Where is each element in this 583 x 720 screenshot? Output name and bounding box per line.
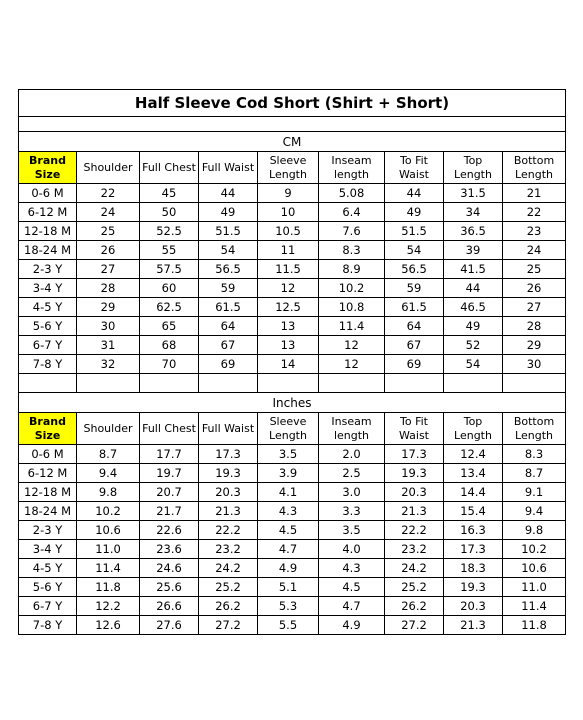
measure-cell: 17.3 [199,445,258,464]
measure-cell: 21 [503,184,566,203]
blank-cell [140,374,199,393]
measure-cell: 51.5 [385,222,444,241]
measure-cell: 59 [199,279,258,298]
measure-cell: 50 [140,203,199,222]
size-cell: 3-4 Y [19,540,77,559]
measure-cell: 54 [444,355,503,374]
size-chart-table [18,89,566,635]
column-header: Top Length [444,413,503,445]
measure-cell: 62.5 [140,298,199,317]
measure-cell: 67 [385,336,444,355]
measure-cell: 10.2 [77,502,140,521]
measure-cell: 9 [258,184,319,203]
measure-cell: 36.5 [444,222,503,241]
column-header: Shoulder [77,152,140,184]
column-header: To Fit Waist [385,152,444,184]
measure-cell: 11.4 [319,317,385,336]
measure-cell: 11.4 [503,597,566,616]
measure-cell: 23 [503,222,566,241]
measure-cell: 20.3 [385,483,444,502]
table-row [19,540,566,559]
column-header: Sleeve Length [258,152,319,184]
blank-cell [503,374,566,393]
measure-cell: 14.4 [444,483,503,502]
table-row [19,279,566,298]
measure-cell: 24.6 [140,559,199,578]
measure-cell: 27.2 [385,616,444,635]
column-header: Sleeve Length [258,413,319,445]
measure-cell: 24 [503,241,566,260]
size-cell: 6-7 Y [19,336,77,355]
measure-cell: 10.6 [77,521,140,540]
measure-cell: 12 [258,279,319,298]
measure-cell: 10.2 [503,540,566,559]
column-header: Brand Size [19,413,77,445]
measure-cell: 26.2 [385,597,444,616]
column-header: Inseam length [319,413,385,445]
measure-cell: 51.5 [199,222,258,241]
measure-cell: 22.2 [199,521,258,540]
measure-cell: 22.6 [140,521,199,540]
blank-cell [319,374,385,393]
blank-cell [77,374,140,393]
measure-cell: 3.5 [319,521,385,540]
table-row [19,483,566,502]
size-cell: 3-4 Y [19,279,77,298]
measure-cell: 8.7 [503,464,566,483]
measure-cell: 59 [385,279,444,298]
measure-cell: 17.3 [444,540,503,559]
measure-cell: 49 [444,317,503,336]
measure-cell: 41.5 [444,260,503,279]
size-chart-body [19,90,566,635]
measure-cell: 23.2 [385,540,444,559]
column-header: Full Waist [199,413,258,445]
measure-cell: 64 [199,317,258,336]
measure-cell: 21.3 [385,502,444,521]
measure-cell: 8.9 [319,260,385,279]
measure-cell: 3.5 [258,445,319,464]
measure-cell: 55 [140,241,199,260]
blank-cell [258,374,319,393]
measure-cell: 26.2 [199,597,258,616]
measure-cell: 32 [77,355,140,374]
size-cell: 4-5 Y [19,559,77,578]
measure-cell: 27 [77,260,140,279]
measure-cell: 2.5 [319,464,385,483]
measure-cell: 12 [319,336,385,355]
measure-cell: 69 [385,355,444,374]
measure-cell: 3.3 [319,502,385,521]
measure-cell: 9.4 [503,502,566,521]
measure-cell: 12.5 [258,298,319,317]
measure-cell: 39 [444,241,503,260]
table-row [19,317,566,336]
table-row [19,445,566,464]
measure-cell: 27 [503,298,566,317]
measure-cell: 28 [503,317,566,336]
table-row [19,203,566,222]
measure-cell: 49 [385,203,444,222]
table-row [19,597,566,616]
blank-row [19,374,566,393]
measure-cell: 11.5 [258,260,319,279]
size-cell: 5-6 Y [19,578,77,597]
size-cell: 7-8 Y [19,355,77,374]
blank-cell [385,374,444,393]
table-row [19,222,566,241]
size-cell: 12-18 M [19,222,77,241]
size-cell: 18-24 M [19,502,77,521]
measure-cell: 65 [140,317,199,336]
column-header: Bottom Length [503,413,566,445]
measure-cell: 24.2 [199,559,258,578]
measure-cell: 4.5 [258,521,319,540]
size-cell: 18-24 M [19,241,77,260]
measure-cell: 5.08 [319,184,385,203]
size-cell: 6-12 M [19,203,77,222]
measure-cell: 4.7 [319,597,385,616]
measure-cell: 20.3 [199,483,258,502]
measure-cell: 13 [258,317,319,336]
table-row [19,616,566,635]
measure-cell: 30 [77,317,140,336]
measure-cell: 2.0 [319,445,385,464]
measure-cell: 19.3 [199,464,258,483]
header-row [19,152,566,184]
measure-cell: 15.4 [444,502,503,521]
measure-cell: 22 [503,203,566,222]
measure-cell: 68 [140,336,199,355]
measure-cell: 19.7 [140,464,199,483]
measure-cell: 61.5 [199,298,258,317]
measure-cell: 28 [77,279,140,298]
measure-cell: 22 [77,184,140,203]
measure-cell: 52 [444,336,503,355]
column-header: Shoulder [77,413,140,445]
unit-label: CM [19,132,566,152]
measure-cell: 11.0 [77,540,140,559]
measure-cell: 10.2 [319,279,385,298]
blank-cell [199,374,258,393]
column-header: Brand Size [19,152,77,184]
measure-cell: 49 [199,203,258,222]
measure-cell: 25.2 [385,578,444,597]
measure-cell: 14 [258,355,319,374]
table-row [19,298,566,317]
measure-cell: 46.5 [444,298,503,317]
size-cell: 2-3 Y [19,260,77,279]
column-header: To Fit Waist [385,413,444,445]
measure-cell: 31.5 [444,184,503,203]
measure-cell: 26 [77,241,140,260]
measure-cell: 22.2 [385,521,444,540]
table-row [19,502,566,521]
unit-label: Inches [19,393,566,413]
measure-cell: 24.2 [385,559,444,578]
measure-cell: 8.7 [77,445,140,464]
measure-cell: 44 [385,184,444,203]
measure-cell: 3.0 [319,483,385,502]
measure-cell: 31 [77,336,140,355]
measure-cell: 56.5 [199,260,258,279]
measure-cell: 6.4 [319,203,385,222]
measure-cell: 9.8 [503,521,566,540]
measure-cell: 11.8 [503,616,566,635]
table-row [19,578,566,597]
measure-cell: 10.6 [503,559,566,578]
measure-cell: 69 [199,355,258,374]
measure-cell: 24 [77,203,140,222]
measure-cell: 45 [140,184,199,203]
measure-cell: 23.2 [199,540,258,559]
size-cell: 4-5 Y [19,298,77,317]
measure-cell: 21.3 [199,502,258,521]
column-header: Bottom Length [503,152,566,184]
table-row [19,336,566,355]
measure-cell: 9.4 [77,464,140,483]
measure-cell: 11.8 [77,578,140,597]
column-header: Top Length [444,152,503,184]
measure-cell: 21.3 [444,616,503,635]
spacer-row [19,117,566,132]
measure-cell: 4.9 [258,559,319,578]
measure-cell: 12.4 [444,445,503,464]
measure-cell: 27.2 [199,616,258,635]
table-row [19,241,566,260]
measure-cell: 26.6 [140,597,199,616]
measure-cell: 23.6 [140,540,199,559]
column-header: Inseam length [319,152,385,184]
spacer-cell [19,117,566,132]
column-header: Full Chest [140,152,199,184]
measure-cell: 10.8 [319,298,385,317]
measure-cell: 67 [199,336,258,355]
measure-cell: 10 [258,203,319,222]
measure-cell: 26 [503,279,566,298]
measure-cell: 70 [140,355,199,374]
table-row [19,355,566,374]
measure-cell: 30 [503,355,566,374]
measure-cell: 11 [258,241,319,260]
blank-cell [444,374,503,393]
table-row [19,184,566,203]
size-cell: 0-6 M [19,184,77,203]
measure-cell: 4.5 [319,578,385,597]
measure-cell: 54 [385,241,444,260]
measure-cell: 34 [444,203,503,222]
measure-cell: 4.7 [258,540,319,559]
measure-cell: 8.3 [319,241,385,260]
measure-cell: 7.6 [319,222,385,241]
measure-cell: 16.3 [444,521,503,540]
measure-cell: 11.0 [503,578,566,597]
measure-cell: 13 [258,336,319,355]
measure-cell: 4.9 [319,616,385,635]
measure-cell: 19.3 [444,578,503,597]
measure-cell: 4.0 [319,540,385,559]
measure-cell: 61.5 [385,298,444,317]
measure-cell: 18.3 [444,559,503,578]
column-header: Full Waist [199,152,258,184]
table-row [19,521,566,540]
measure-cell: 29 [77,298,140,317]
size-cell: 7-8 Y [19,616,77,635]
table-row [19,260,566,279]
size-cell: 0-6 M [19,445,77,464]
size-cell: 5-6 Y [19,317,77,336]
measure-cell: 20.3 [444,597,503,616]
measure-cell: 54 [199,241,258,260]
measure-cell: 25 [77,222,140,241]
measure-cell: 56.5 [385,260,444,279]
title-row [19,90,566,117]
measure-cell: 20.7 [140,483,199,502]
measure-cell: 10.5 [258,222,319,241]
size-cell: 6-7 Y [19,597,77,616]
measure-cell: 64 [385,317,444,336]
measure-cell: 5.3 [258,597,319,616]
measure-cell: 19.3 [385,464,444,483]
measure-cell: 27.6 [140,616,199,635]
unit-row [19,393,566,413]
measure-cell: 11.4 [77,559,140,578]
measure-cell: 57.5 [140,260,199,279]
measure-cell: 44 [444,279,503,298]
header-row [19,413,566,445]
measure-cell: 5.5 [258,616,319,635]
measure-cell: 4.3 [258,502,319,521]
measure-cell: 4.1 [258,483,319,502]
measure-cell: 9.8 [77,483,140,502]
measure-cell: 21.7 [140,502,199,521]
table-row [19,559,566,578]
blank-cell [19,374,77,393]
measure-cell: 12.2 [77,597,140,616]
measure-cell: 25.6 [140,578,199,597]
measure-cell: 4.3 [319,559,385,578]
table-row [19,464,566,483]
size-cell: 6-12 M [19,464,77,483]
measure-cell: 12 [319,355,385,374]
measure-cell: 17.7 [140,445,199,464]
measure-cell: 29 [503,336,566,355]
unit-row [19,132,566,152]
measure-cell: 25 [503,260,566,279]
column-header: Full Chest [140,413,199,445]
measure-cell: 17.3 [385,445,444,464]
size-cell: 12-18 M [19,483,77,502]
measure-cell: 60 [140,279,199,298]
measure-cell: 3.9 [258,464,319,483]
measure-cell: 52.5 [140,222,199,241]
measure-cell: 8.3 [503,445,566,464]
measure-cell: 12.6 [77,616,140,635]
size-cell: 2-3 Y [19,521,77,540]
measure-cell: 13.4 [444,464,503,483]
measure-cell: 9.1 [503,483,566,502]
measure-cell: 5.1 [258,578,319,597]
measure-cell: 25.2 [199,578,258,597]
measure-cell: 44 [199,184,258,203]
chart-title: Half Sleeve Cod Short (Shirt + Short) [19,90,566,117]
